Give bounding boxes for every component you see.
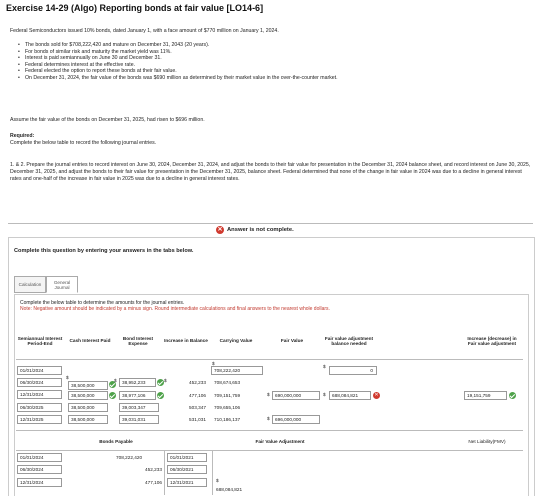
instructions-text: 1. & 2. Prepare the journal entries to record interest on June 30, 2024, December 31, 2024, and adjust the bonds to their fair value for presentation in the December 31, 2024 balance sheet, and record interest on June 30, 2025, December 31, 2025, and adjust the bonds to their fair value for presentation in the December 31, 2025, balance sheet. Federal determined that none of the change in fair value in 2024 was due to a decline in general interest rates and one-half of the increase in fair value in 2025 was due to a decline in general interest rates.: [10, 162, 531, 182]
fva-ledger-value: 688,084,821: [216, 487, 243, 492]
date-input[interactable]: 12/31/2024: [17, 390, 62, 399]
dollar-sign: $: [267, 392, 270, 397]
tab-bar: [14, 276, 78, 293]
correct-icon: [157, 379, 164, 386]
expense-input[interactable]: 39,031,031: [119, 415, 159, 424]
date-input[interactable]: 01/01/2024: [17, 453, 62, 462]
header-divider: [16, 359, 523, 360]
carrying-input[interactable]: 708,222,420: [211, 366, 263, 375]
correct-icon: [109, 392, 116, 399]
ledger-divider: [16, 450, 523, 451]
panel-heading: Complete this question by entering your answers in the tabs below.: [14, 248, 194, 254]
dollar-sign: $: [323, 364, 326, 369]
dollar-sign: $: [164, 378, 167, 383]
fva-date-input[interactable]: 01/01/2021: [167, 453, 207, 462]
section-divider: [16, 430, 523, 431]
header-net-liability: Net Liability(FMV): [468, 439, 506, 445]
cash-input[interactable]: 38,500,000: [68, 391, 108, 400]
header-fair: Fair Value: [280, 338, 304, 344]
dollar-sign: $: [267, 416, 270, 421]
fair-value-input[interactable]: 690,000,000: [272, 391, 320, 400]
incdec-input[interactable]: 19,151,759: [464, 391, 507, 400]
cash-input[interactable]: 38,500,000: [68, 403, 108, 412]
cash-input[interactable]: 38,500,000: [68, 381, 108, 390]
cash-input[interactable]: 38,500,000: [68, 415, 108, 424]
header-fva: Fair value adjustment balance needed: [324, 335, 374, 346]
assumption-text: Assume the fair value of the bonds on December 31, 2025, had risen to $696 million.: [10, 117, 205, 123]
dollar-sign: $: [212, 361, 215, 366]
header-period: Semiannual Interest Period-End: [17, 335, 63, 346]
fact-item: • The bonds sold for $708,222,420 and mature on December 31, 2043 (20 years).: [18, 42, 528, 49]
expense-input[interactable]: 38,977,106: [119, 391, 156, 400]
increase-value: 503,347: [189, 405, 206, 410]
correct-icon: [509, 392, 516, 399]
tab-calculation[interactable]: Calculation: [14, 276, 46, 293]
required-label: Required:: [10, 133, 35, 139]
fact-item: • On December 31, 2024, the fair value of the bonds was $690 million as determined by their market value in the over-the-counter market.: [18, 75, 528, 82]
dollar-sign: $: [66, 375, 69, 380]
dollar-sign: $: [216, 478, 219, 483]
bonds-payable-value: 477,106: [145, 480, 162, 485]
date-input[interactable]: 12/31/2024: [17, 478, 62, 487]
date-input[interactable]: 06/30/2024: [17, 465, 62, 474]
date-input[interactable]: 01/01/2024: [17, 366, 62, 375]
status-text: Answer is not complete.: [227, 227, 294, 233]
header-bonds-payable: Bonds Payable: [99, 439, 133, 445]
fact-item: • For bonds of similar risk and maturity the market yield was 11%.: [18, 49, 528, 56]
fva-date-input[interactable]: 06/30/2021: [167, 465, 207, 474]
increase-value: 531,031: [189, 417, 206, 422]
fva-input[interactable]: 688,084,821: [329, 391, 371, 400]
fact-item: • Federal elected the option to report these bonds at their fair value.: [18, 68, 528, 75]
bonds-payable-value: 708,222,420: [116, 455, 143, 460]
incorrect-icon: ✕: [374, 392, 379, 398]
carrying-value: 709,151,759: [214, 393, 241, 398]
dollar-sign: $: [114, 378, 117, 383]
header-carrying: Carrying Value: [219, 338, 253, 344]
required-section: [10, 133, 156, 147]
header-expense: Bond Interest Expense: [122, 335, 154, 346]
increase-value: 477,106: [189, 393, 206, 398]
page-title: Exercise 14-29 (Algo) Reporting bonds at fair value [LO14-6]: [6, 3, 264, 13]
dollar-sign: $: [323, 392, 326, 397]
ledger-vertical-line: [164, 451, 165, 495]
date-input[interactable]: 12/31/2025: [17, 415, 62, 424]
fva-date-input[interactable]: 12/31/2021: [167, 478, 207, 487]
header-cash: Cash Interest Paid: [69, 338, 111, 344]
bonds-payable-value: 452,233: [145, 467, 162, 472]
error-icon: ✕: [217, 227, 223, 233]
date-input[interactable]: 06/30/2024: [17, 378, 62, 387]
carrying-value: 708,674,653: [214, 380, 241, 385]
increase-value: 452,233: [189, 380, 206, 385]
header-fair-value-adjustment: Fair Value Adjustment: [255, 439, 305, 445]
correct-icon: [157, 392, 164, 399]
status-banner: [216, 226, 294, 234]
intro-text: Federal Semiconductors issued 10% bonds, dated January 1, with a face amount of $770 million on January 1, 2024.: [10, 28, 279, 34]
table-note: Note: Negative amount should be indicated by a minus sign. Round intermediate calculations and final answers to the nearest whole dollars.: [20, 306, 330, 313]
carrying-value: 710,186,137: [214, 417, 241, 422]
required-text: Complete the below table to record the following journal entries.: [10, 140, 157, 146]
fair-value-input[interactable]: 696,000,000: [272, 415, 320, 424]
table-instructions: [20, 300, 330, 312]
tab-general-journal[interactable]: General Journal: [46, 276, 78, 293]
fact-item: • Interest is paid semiannually on June 30 and December 31.: [18, 55, 528, 62]
ledger-vertical-line: [212, 451, 213, 495]
fact-item: • Federal determines interest at the effective rate.: [18, 62, 528, 69]
facts-list: [18, 42, 528, 82]
header-increase: Increase in Balance: [164, 338, 208, 344]
expense-input[interactable]: 38,952,233: [119, 378, 156, 387]
fva-input[interactable]: 0: [329, 366, 377, 375]
carrying-value: 709,655,106: [214, 405, 241, 410]
header-incdec: Increase (decrease) in Fair value adjustment: [467, 335, 517, 346]
date-input[interactable]: 06/30/2025: [17, 403, 62, 412]
table-instructions-text: Complete the below table to determine the amounts for the journal entries.: [20, 300, 185, 306]
expense-input[interactable]: 39,003,347: [119, 403, 159, 412]
